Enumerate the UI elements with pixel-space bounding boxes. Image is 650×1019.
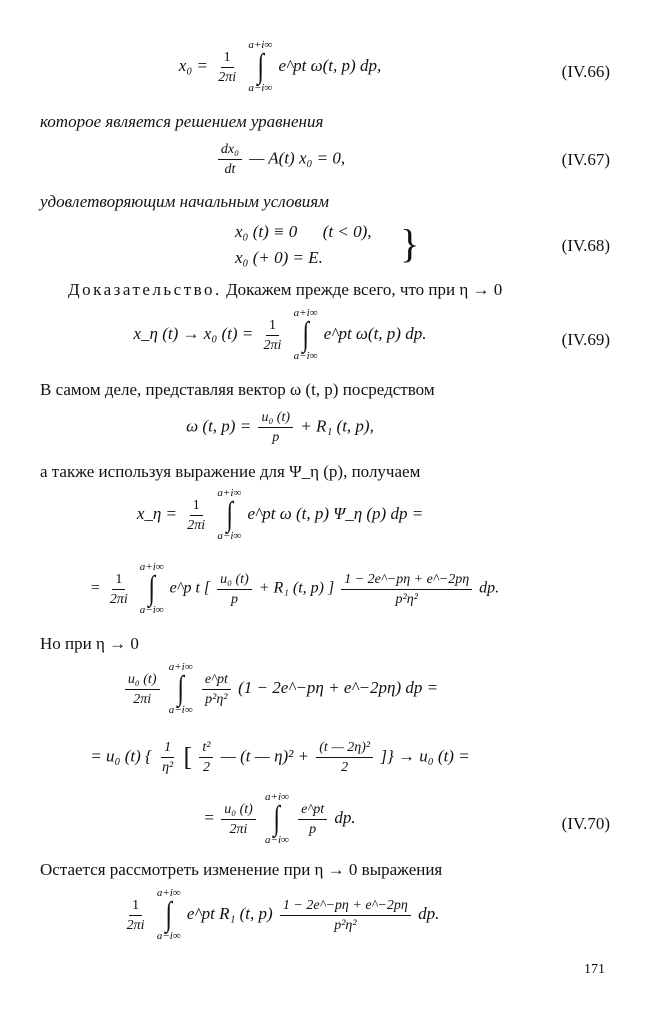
fraction: $\frac{1}{2\pi i}$ xyxy=(109,571,128,607)
fraction: $\frac{\text{u₀ (t)}}{2\pi i}$ xyxy=(125,670,160,709)
fraction: $\frac{\text{u₀ (t)}}{p}$ xyxy=(217,570,252,609)
fraction: $\frac{e\^{}pt}{\text{p²η²}}$ xyxy=(202,670,231,709)
fraction: $\frac{\text{u₀ (t)}}{2\pi i}$ xyxy=(221,800,256,839)
equation-label: (IV.66) xyxy=(561,62,610,81)
fraction: $\frac{1 - 2e\^{}-p\eta + e\^{}-2p\eta}{\text{p²η²}}$ xyxy=(341,570,472,609)
text-line: удовлетворяющим начальным условиям xyxy=(40,192,330,211)
fraction: $\frac{1}{2\pi i}$ xyxy=(263,317,282,353)
text-line: которое является решением уравнения xyxy=(40,112,324,131)
paragraph: В самом деле, представляя вектор ω (t, p) посредством xyxy=(40,380,435,399)
equation-label: (IV.70) xyxy=(561,814,610,833)
equation-x-eta-expanded: = $\frac{1}{2\pi i}$ a+i∞ ∫ a−i∞ e^p t [ $\frac{\text{u₀ (t)}}{p}$ + R₁ (t, p) ] $\frac{1 - 2e\^{}-p\eta + e\^{}-2p\eta}{\text{p²η²}}$ dp. xyxy=(90,561,500,616)
fraction: $\frac{1}{\text{η²}}$ xyxy=(162,740,174,775)
paragraph: Доказательство. Докажем прежде всего, что при η → 0 xyxy=(68,280,503,299)
equation-iv-68-line2: x₀ (+ 0) = E. xyxy=(235,248,323,267)
equation-iv-70-line3: = $\frac{\text{u₀ (t)}}{2\pi i}$ a+i∞ ∫ a−i∞ $\frac{e\^{}pt}{p}$ dp. xyxy=(204,791,356,846)
equation-iv-69: x_η (t) → x₀ (t) = $\frac{1}{2\pi i}$ a+i∞ ∫ a−i∞ e^pt ω(t, p) dp. xyxy=(133,307,427,362)
integral-sign: a+i∞ ∫ a−i∞ xyxy=(168,661,193,716)
integral-sign: a+i∞ ∫ a−i∞ xyxy=(265,791,289,846)
page-number: 171 xyxy=(584,962,605,977)
integral-sign: a+i∞ ∫ a−i∞ xyxy=(217,487,242,542)
equation-iv-66: x₀ = $\frac{1}{2\pi i}$ a+i∞ ∫ a−i∞ e^pt ω(t, p) dp, xyxy=(178,39,382,94)
equation-remaining: $\frac{1}{2\pi i}$ a+i∞ ∫ a−i∞ e^pt R₁ (t, p) $\frac{1 - 2e\^{}-p\eta + e\^{}-2p\eta}{\text{p²η²}}$ dp. xyxy=(0,888,560,942)
right-brace: } xyxy=(400,221,420,266)
equation-iv-70-line2: = u₀ (t) { $\frac{1}{\text{η²}}$ [ $\frac{\text{t²}}{2}$ — (t — η)² + $\frac{\text{(t — 2η)²}}{2}$ ]} → u₀ (t) = xyxy=(90,740,470,775)
fraction: $\frac{\text{(t — 2η)²}}{2}$ xyxy=(316,738,373,777)
fraction: $\frac{1 - 2e\^{}-p\eta + e\^{}-2p\eta}{\text{p²η²}}$ xyxy=(280,896,411,935)
equation-iv-67: $\frac{\text{dx₀}}{dt}$ — A(t) x₀ = 0, xyxy=(0,140,560,179)
integral-sign: a+i∞ ∫ a−i∞ xyxy=(248,39,273,94)
equation-iv-70-line1: $\frac{\text{u₀ (t)}}{2\pi i}$ a+i∞ ∫ a−i∞ $\frac{e\^{}pt}{\text{p²η²}}$ (1 − 2e^−pη + e^−2pη) dp = xyxy=(0,662,560,716)
equation-label: (IV.68) xyxy=(561,236,610,255)
equation-omega: ω (t, p) = $\frac{\text{u₀ (t)}}{p}$ + R₁ (t, p), xyxy=(186,410,374,445)
fraction: $\frac{\text{dx₀}}{dt}$ xyxy=(218,140,242,179)
fraction: $\frac{1}{2\pi i}$ xyxy=(187,497,206,533)
equation-label: (IV.67) xyxy=(561,150,610,169)
equation-x-eta: x_η = $\frac{1}{2\pi i}$ a+i∞ ∫ a−i∞ e^pt ω (t, p) Ψ_η (p) dp = xyxy=(136,487,424,542)
equation-iv-68-line1: x₀ (t) ≡ 0 (t < 0), xyxy=(235,222,372,241)
paragraph: Остается рассмотреть изменение при η → 0 выражения xyxy=(40,860,443,879)
integral-sign: a+i∞ ∫ a−i∞ xyxy=(293,307,318,362)
fraction: $\frac{1}{2\pi i}$ xyxy=(126,897,145,933)
paragraph: а также используя выражение для Ψ_η (p), получаем xyxy=(40,462,421,481)
fraction: $\frac{e\^{}pt}{p}$ xyxy=(298,800,327,839)
paragraph: Но при η → 0 xyxy=(40,634,139,653)
integral-sign: a+i∞ ∫ a−i∞ xyxy=(156,887,181,942)
fraction: $\frac{\text{u₀ (t)}}{p}$ xyxy=(258,408,293,447)
integral-sign: a+i∞ ∫ a−i∞ xyxy=(139,561,164,616)
equation-label: (IV.69) xyxy=(561,330,610,349)
fraction: $\frac{1}{2\pi i}$ xyxy=(218,49,237,85)
fraction: $\frac{\text{t²}}{2}$ xyxy=(199,738,213,777)
